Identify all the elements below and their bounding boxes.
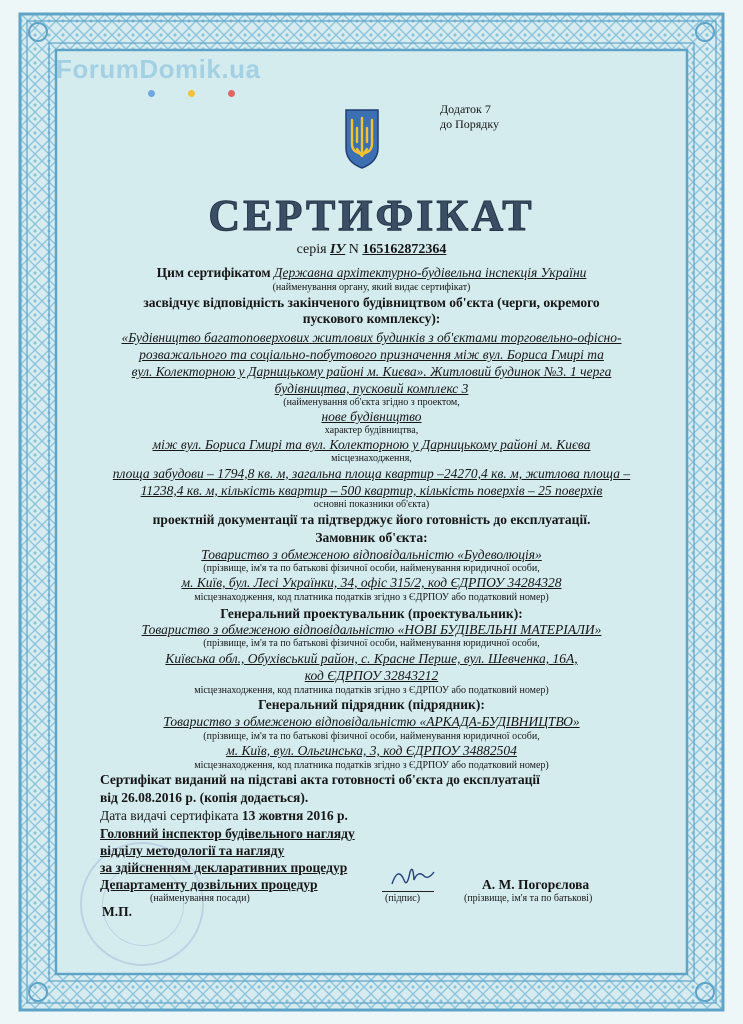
position-line-3: за здійсненням декларативних процедур (100, 860, 348, 875)
certifies-line-2: пускового комплексу): (302, 311, 441, 326)
contractor-hint-1: (прізвище, ім'я та по батькові фізичної особи, найменування юридичної особи, (203, 731, 540, 742)
designer-address-1: Київська обл., Обухівський район, с. Красне Перше, вул. Шевченка, 16А, (165, 651, 578, 666)
forumdomik-watermark: ForumDomik.ua (56, 54, 261, 84)
basis-line-1: Сертифікат виданий на підставі акта готовності об'єкта до експлуатації (100, 772, 540, 787)
object-line-4: будівництва, пусковий комплекс 3 (274, 381, 469, 396)
contractor-name: Товариство з обмеженою відповідальністю «АРКАДА-БУДІВНИЦТВО» (163, 714, 580, 729)
position-line-1: Головний інспектор будівельного нагляду (100, 826, 355, 841)
watermark-dot-yellow (188, 90, 195, 97)
issue-date-line (100, 808, 348, 824)
certifies-line-1: засвідчує відповідність закінченого будівництвом об'єкта (черги, окремого (143, 295, 600, 310)
indicators-line-1: площа забудови – 1794,8 кв. м, загальна площа квартир –24270,4 кв. м, житлова площа – (112, 466, 631, 481)
designer-heading: Генеральний проектувальник (проектувальник): (220, 606, 523, 621)
designer-hint-2: місцезнаходження, код платника податків згідно з ЄДРПОУ або податковий номер) (194, 685, 549, 696)
annex-line-2: до Порядку (440, 117, 500, 131)
contractor-address: м. Київ, вул. Ольгинська, 3, код ЄДРПОУ 34882504 (226, 743, 517, 758)
designer-hint-1: (прізвище, ім'я та по батькові фізичної особи, найменування юридичної особи, (203, 638, 540, 649)
position-line-4: Департаменту дозвільних процедур (100, 877, 318, 892)
signatory-name: А. М. Погорєлова (482, 877, 590, 892)
signatory-name-hint: (прізвище, ім'я та по батькові) (464, 893, 593, 904)
contractor-heading: Генеральний підрядник (підрядник): (258, 697, 485, 712)
object-line-1: «Будівництво багатоповерхових житлових будинків з об'єктами торговельно-офісно- (121, 330, 622, 345)
location-hint: місцезнаходження, (331, 453, 412, 464)
issuer-prefix: Цим сертифікатом (156, 265, 271, 280)
indicators-line-2: 11238,4 кв. м, кількість квартир – 500 квартир, кількість поверхів – 25 поверхів (140, 483, 603, 498)
signature-icon (388, 862, 438, 890)
position-hint: (найменування посади) (150, 893, 250, 904)
object-line-3: вул. Колекторною у Дарницькому районі м. Києва». Житловий будинок №3. 1 черга (131, 364, 612, 379)
customer-hint-1: (прізвище, ім'я та по батькові фізичної особи, найменування юридичної особи, (203, 563, 540, 574)
seal-mark: М.П. (102, 904, 132, 919)
trident-coat-of-arms-icon (344, 108, 380, 170)
designer-address-2: код ЄДРПОУ 32843212 (304, 668, 439, 683)
signature-hint: (підпис) (385, 893, 421, 904)
watermark-dot-blue (148, 90, 155, 97)
object-hint: (найменування об'єкта згідно з проектом, (283, 397, 460, 408)
customer-hint-2: місцезнаходження, код платника податків згідно з ЄДРПОУ або податковий номер) (194, 592, 549, 603)
issue-date-value: 13 жовтня 2016 р. (241, 808, 348, 823)
watermark-dot-red (228, 90, 235, 97)
signature-underline (382, 891, 434, 892)
series-label: серія (296, 242, 327, 257)
object-location: між вул. Бориса Гмирі та вул. Колекторною у Дарницькому районі м. Києва (152, 437, 591, 452)
basis-line-2: від 26.08.2016 р. (копія додається). (100, 790, 309, 805)
construction-type-hint: характер будівництва, (324, 425, 419, 436)
construction-type: нове будівництво (321, 409, 422, 424)
issuer-hint: (найменування органу, який видає сертифікат) (272, 282, 471, 293)
customer-address: м. Київ, бул. Лесі Українки, 34, офіс 315/2, код ЄДРПОУ 34284328 (181, 575, 562, 590)
customer-heading: Замовник об'єкта: (315, 530, 428, 545)
issuer-name: Державна архітектурно-будівельна інспекція України (273, 265, 587, 280)
conformity-statement: проектній документації та підтверджує його готовність до експлуатації. (152, 512, 591, 527)
series-line (0, 242, 743, 258)
designer-name: Товариство з обмеженою відповідальністю «НОВІ БУДІВЕЛЬНІ МАТЕРІАЛИ» (141, 622, 602, 637)
certificate-number: 165162872364 (362, 242, 447, 257)
issuer-line (0, 265, 743, 281)
object-line-2: розважального та соціально-побутового призначення між вул. Бориса Гмирі та (139, 347, 604, 362)
position-line-2: відділу методології та нагляду (100, 843, 285, 858)
certificate-title: СЕРТИФІКАТ (208, 191, 535, 240)
annex-line-1: Додаток 7 (440, 102, 491, 116)
issue-date-label: Дата видачі сертифіката (100, 808, 239, 823)
customer-name: Товариство з обмеженою відповідальністю «Будеволюція» (201, 547, 542, 562)
series-value: ІУ (330, 242, 346, 257)
indicators-hint: основні показники об'єкта) (313, 499, 430, 510)
series-number-label: N (348, 242, 359, 257)
contractor-hint-2: місцезнаходження, код платника податків згідно з ЄДРПОУ або податковий номер) (194, 760, 549, 771)
